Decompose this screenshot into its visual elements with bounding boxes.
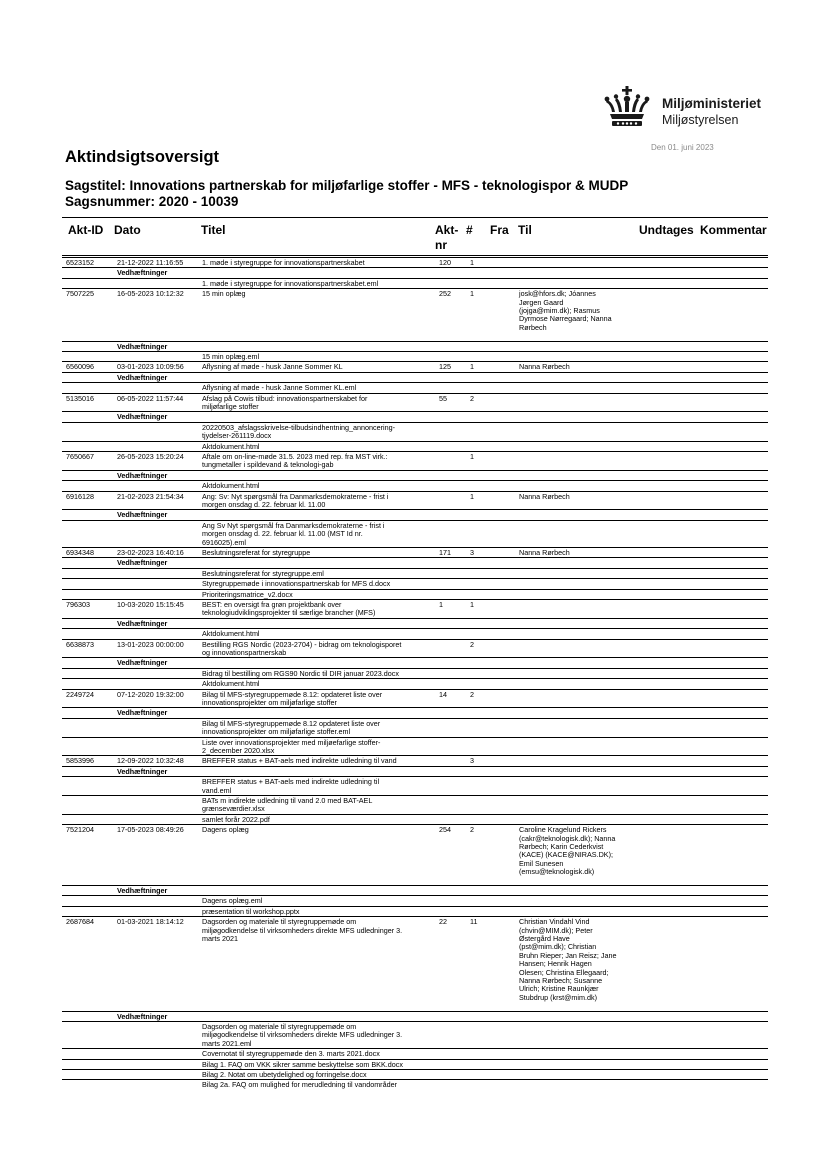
record-id: 7521204: [66, 825, 94, 835]
attachment-name-line: Bilag 1. FAQ om VKK sikrer samme beskyttelse som BKK.docx: [202, 1059, 403, 1069]
attachment-name-line: BATs m indirekte udledning til vand 2.0 med BAT-AEL: [202, 796, 373, 805]
record-id: 5853996: [66, 756, 94, 766]
document-date: Den 01. juni 2023: [651, 143, 714, 152]
attachment-name-line: morgen onsdag d. 22. februar kl. 11.00 (MST Id nr.: [202, 529, 363, 539]
record-count: 1: [470, 258, 474, 267]
record-title-line: marts 2021: [202, 933, 238, 943]
record-count: 11: [470, 917, 478, 927]
column-header-undtages: Undtages: [639, 223, 694, 237]
record-recipient-line: Stubdrup (krst@mim.dk): [519, 992, 597, 1002]
record-row: [62, 288, 768, 341]
record-id: 5135016: [66, 393, 94, 403]
attachments-label: Vedhæftninger: [117, 708, 168, 718]
attachment-name-line: samlet forår 2022.pdf: [202, 814, 270, 824]
record-title-line: Afslag på Cowis tilbud: innovationspartnerskabet for: [202, 393, 368, 403]
record-row: [62, 824, 768, 886]
crown-icon: [603, 86, 651, 130]
record-date: 10-03-2020 15:15:45: [117, 600, 184, 609]
record-recipient-line: (chvin@MIM.dk); Peter: [519, 925, 593, 935]
record-id: 2249724: [66, 689, 94, 699]
record-date: 07-12-2020 19:32:00: [117, 689, 184, 699]
column-header-titel: Titel: [201, 223, 226, 237]
attachment-name-line: Ang Sv Nyt spørgsmål fra Danmarksdemokraterne - frist i: [202, 520, 385, 530]
record-id: 6638873: [66, 639, 94, 649]
record-date: 13-01-2023 00:00:00: [117, 639, 184, 649]
record-title-line: 15 min oplæg: [202, 289, 246, 299]
record-title-line: Dagsorden og materiale til styregruppemøde om: [202, 917, 357, 927]
record-title-line: 1. møde i styregruppe for innovationspartnerskabet: [202, 258, 365, 267]
record-recipient-line: Christian Vindahl Vind: [519, 917, 590, 927]
record-recipient-line: Ulrich; Kristine Raunkjær: [519, 984, 599, 994]
record-date: 12-09-2022 10:32:48: [117, 756, 184, 766]
logo-ministry-name: Miljøministeriet: [662, 96, 762, 111]
record-count: 2: [470, 639, 474, 649]
record-akt-nr: 171: [439, 548, 451, 557]
attachment-name-line: Aktdokument.html: [202, 679, 260, 689]
record-title-line: Bestilling RGS Nordic (2023-2704) - bidrag om teknologisporet: [202, 639, 402, 649]
attachment-name-line: Aktdokument.html: [202, 441, 260, 451]
record-count: 2: [470, 393, 474, 403]
attachments-label: Vedhæftninger: [117, 886, 168, 895]
record-title-line: Beslutningsreferat for styregruppe: [202, 548, 311, 557]
ministry-logo: [603, 86, 793, 130]
record-count: 2: [470, 689, 474, 699]
record-recipient-line: (KACE) (KACE@NIRAS.DK);: [519, 850, 613, 860]
attachment-name-line: Dagens oplæg.eml: [202, 896, 263, 906]
record-date: 16-05-2023 10:12:32: [117, 289, 184, 299]
record-title-line: Ang: Sv: Nyt spørgsmål fra Danmarksdemokraterne - frist i: [202, 491, 389, 501]
record-recipient-line: Østergård Have: [519, 933, 570, 943]
attachment-name-line: Beslutningsreferat for styregruppe.eml: [202, 568, 324, 578]
attachment-name-line: 2_december 2020.xlsx: [202, 745, 275, 755]
record-date: 01-03-2021 18:14:12: [117, 917, 184, 927]
record-title-line: miljøgodkendelse til virksomheders direkte MFS udledninger 3.: [202, 925, 403, 935]
attachments-label: Vedhæftninger: [117, 372, 168, 382]
attachments-label: Vedhæftninger: [117, 766, 168, 776]
attachment-name-line: 1. møde i styregruppe for innovationspartnerskabet.eml: [202, 278, 379, 288]
attachment-name-line: Bidrag til bestilling om RGS90 Nordic til DIR januar 2023.docx: [202, 668, 399, 678]
attachment-row: [62, 776, 768, 796]
attachments-label: Vedhæftninger: [117, 412, 168, 422]
record-title-line: BREFFER status + BAT-aels med indirekte udledning til vand: [202, 756, 397, 766]
attachment-name-line: Bilag til MFS-styregruppemøde 8.12 opdateret liste over: [202, 718, 381, 728]
column-header-akt-nr-line1: Akt-: [435, 223, 459, 237]
attachments-label: Vedhæftninger: [117, 470, 168, 480]
record-date: 26-05-2023 15:20:24: [117, 452, 184, 461]
record-recipient-line: Bruhn Rieper; Jan Reisz; Jane: [519, 950, 617, 960]
record-title-line: Dagens oplæg: [202, 825, 249, 835]
record-recipient-line: Dyrmose Nørregaard; Nanna: [519, 314, 612, 324]
record-id: 6934348: [66, 548, 94, 557]
attachment-name-line: Aktdokument.html: [202, 481, 260, 491]
record-count: 3: [470, 756, 474, 766]
record-recipient-line: Hansen; Henrik Hagen: [519, 959, 592, 969]
record-row: [62, 599, 768, 619]
record-title-line: Bilag til MFS-styregruppemøde 8.12: opdateret liste over: [202, 689, 383, 699]
column-header-dato: Dato: [114, 223, 141, 237]
attachment-name-line: tjydelser-261119.docx: [202, 431, 272, 441]
record-akt-nr: 252: [439, 289, 451, 299]
attachment-name-line: innovationsprojekter om miljøfarlige stoffer.eml: [202, 727, 351, 737]
record-recipient-line: Nanna Rørbech: [519, 362, 570, 372]
record-recipient-line: Rørbech: [519, 322, 547, 332]
attachment-name-line: Aktdokument.html: [202, 629, 260, 639]
attachments-label: Vedhæftninger: [117, 658, 168, 668]
record-title-line: Aftale om on-line-møde 31.5. 2023 med rep. fra MST virk.:: [202, 452, 388, 461]
column-header-kommentar: Kommentar: [700, 223, 767, 237]
page-title: Aktindsigtsoversigt: [65, 148, 220, 166]
record-title-line: og innovationspartnerskab: [202, 647, 287, 657]
record-recipient-line: Jørgen Gaard: [519, 297, 564, 307]
record-count: 3: [470, 548, 474, 557]
attachment-name-line: grænseværdier.xlsx: [202, 804, 265, 814]
attachment-name-line: Bilag 2. Notat om ubetydelighed og forringelse.docx: [202, 1070, 367, 1079]
record-title-line: innovationsprojekter om miljøfarlige stoffer: [202, 697, 337, 707]
record-akt-nr: 14: [439, 689, 447, 699]
attachment-row: [62, 422, 768, 442]
column-header-number: #: [466, 223, 473, 237]
attachment-name-line: Aflysning af møde - husk Janne Sommer KL.eml: [202, 383, 357, 393]
record-count: 1: [470, 362, 474, 372]
record-count: 1: [470, 289, 474, 299]
attachments-label: Vedhæftninger: [117, 341, 168, 351]
attachment-row: [62, 737, 768, 757]
record-recipient-line: (pst@mim.dk); Christian: [519, 942, 597, 952]
record-akt-nr: 120: [439, 258, 451, 267]
record-row: [62, 393, 768, 413]
record-id: 6560096: [66, 362, 94, 372]
attachment-name-line: Prioriteringsmatrice_v2.docx: [202, 589, 293, 599]
record-count: 1: [470, 491, 474, 501]
attachment-row: [62, 795, 768, 815]
attachment-name-line: Covernotat til styregruppemøde den 3. marts 2021.docx: [202, 1049, 380, 1059]
record-akt-nr: 125: [439, 362, 451, 372]
record-recipient-line: (jojga@mim.dk); Rasmus: [519, 305, 600, 315]
table-header-rule: [62, 255, 768, 256]
record-akt-nr: 1: [439, 600, 443, 609]
record-recipient-line: josk@hfors.dk; Jóannes: [519, 289, 596, 299]
attachment-name-line: miljøgodkendelse til virksomheders direkte MFS udledninger 3.: [202, 1030, 403, 1040]
record-date: 03-01-2023 10:09:56: [117, 362, 184, 372]
attachment-row: [62, 1021, 768, 1049]
attachments-label: Vedhæftninger: [117, 510, 168, 520]
record-id: 6523152: [66, 258, 94, 267]
record-count: 2: [470, 825, 474, 835]
attachment-row: [62, 1079, 768, 1090]
record-row: [62, 451, 768, 471]
attachment-name-line: BREFFER status + BAT-aels med indirekte udledning til: [202, 777, 380, 787]
record-id: 7650667: [66, 452, 94, 461]
record-date: 17-05-2023 08:49:26: [117, 825, 184, 835]
record-id: 796303: [66, 600, 90, 609]
table-top-rule: [62, 217, 768, 218]
case-number: Sagsnummer: 2020 - 10039: [65, 194, 239, 209]
record-recipient-line: (emsu@teknologisk.dk): [519, 867, 595, 877]
record-date: 21-12-2022 11:16:55: [117, 258, 184, 267]
record-title-line: teknologiudviklingsprojekter til særlige brancher (MFS): [202, 608, 376, 618]
record-akt-nr: 22: [439, 917, 447, 927]
record-title-line: BEST: en oversigt fra grøn projektbank over: [202, 600, 342, 609]
column-header-akt-nr-line2: nr: [435, 238, 447, 252]
record-row: [62, 916, 768, 1011]
attachment-name-line: Dagsorden og materiale til styregruppemøde om: [202, 1022, 357, 1031]
attachment-name-line: Liste over innovationsprojekter med miljøefarlige stoffer-: [202, 737, 381, 747]
attachment-row: [62, 718, 768, 738]
record-akt-nr: 55: [439, 393, 447, 403]
attachment-name-line: 6916025).eml: [202, 537, 246, 547]
column-header-fra: Fra: [490, 223, 509, 237]
attachments-label: Vedhæftninger: [117, 268, 168, 278]
logo-agency-name: Miljøstyrelsen: [662, 113, 739, 127]
record-recipient-line: Emil Sunesen: [519, 858, 564, 868]
column-header-akt-nr: [435, 223, 458, 253]
record-title-line: Aflysning af møde - husk Janne Sommer KL: [202, 362, 343, 372]
record-recipient-line: Nanna Rørbech: [519, 548, 570, 557]
attachments-label: Vedhæftninger: [117, 1011, 168, 1021]
record-title-line: tungmetaller i spildevand & teknologi-gab: [202, 460, 334, 470]
record-row: [62, 689, 768, 709]
record-title-line: miljøfarlige stoffer: [202, 401, 259, 411]
record-recipient-line: Nanna Rørbech: [519, 491, 570, 501]
record-id: 7507225: [66, 289, 94, 299]
record-count: 1: [470, 600, 474, 609]
case-title: Sagstitel: Innovations partnerskab for miljøfarlige stoffer - MFS - teknologispor & MUDP: [65, 178, 629, 193]
record-akt-nr: 254: [439, 825, 451, 835]
record-recipient-line: Olesen; Christina Ellegaard;: [519, 967, 609, 977]
attachment-row: [62, 520, 768, 548]
record-id: 2687684: [66, 917, 94, 927]
attachment-name-line: Bilag 2a. FAQ om mulighed for merudledning til vandområder: [202, 1080, 397, 1090]
record-date: 21-02-2023 21:54:34: [117, 491, 184, 501]
record-recipient-line: Caroline Kragelund Rickers: [519, 825, 607, 835]
attachment-name-line: 15 min oplæg.eml: [202, 352, 260, 361]
record-recipient-line: Rørbech; Karin Cederkvist: [519, 841, 604, 851]
attachment-name-line: 20220503_afslagsskrivelse-tilbudsindhentning_annoncering-: [202, 422, 395, 432]
attachment-name-line: marts 2021.eml: [202, 1038, 252, 1048]
record-row: [62, 491, 768, 511]
column-header-til: Til: [518, 223, 532, 237]
record-count: 1: [470, 452, 474, 461]
attachment-name-line: præsentation til workshop.pptx: [202, 906, 300, 916]
attachment-name-line: vand.eml: [202, 785, 232, 795]
record-id: 6916128: [66, 491, 94, 501]
attachments-label: Vedhæftninger: [117, 558, 168, 568]
column-header-akt-id: Akt-ID: [68, 223, 104, 237]
attachments-label: Vedhæftninger: [117, 618, 168, 628]
record-recipient-line: (cakr@teknologisk.dk); Nanna: [519, 833, 616, 843]
record-date: 23-02-2023 16:40:16: [117, 548, 184, 557]
record-row: [62, 639, 768, 659]
attachment-name-line: Styregruppemøde i innovationspartnerskab for MFS d.docx: [202, 579, 391, 589]
record-title-line: morgen onsdag d. 22. februar kl. 11.00: [202, 499, 326, 509]
record-date: 06-05-2022 11:57:44: [117, 393, 184, 403]
record-recipient-line: Nanna Rørbech; Susanne: [519, 975, 603, 985]
